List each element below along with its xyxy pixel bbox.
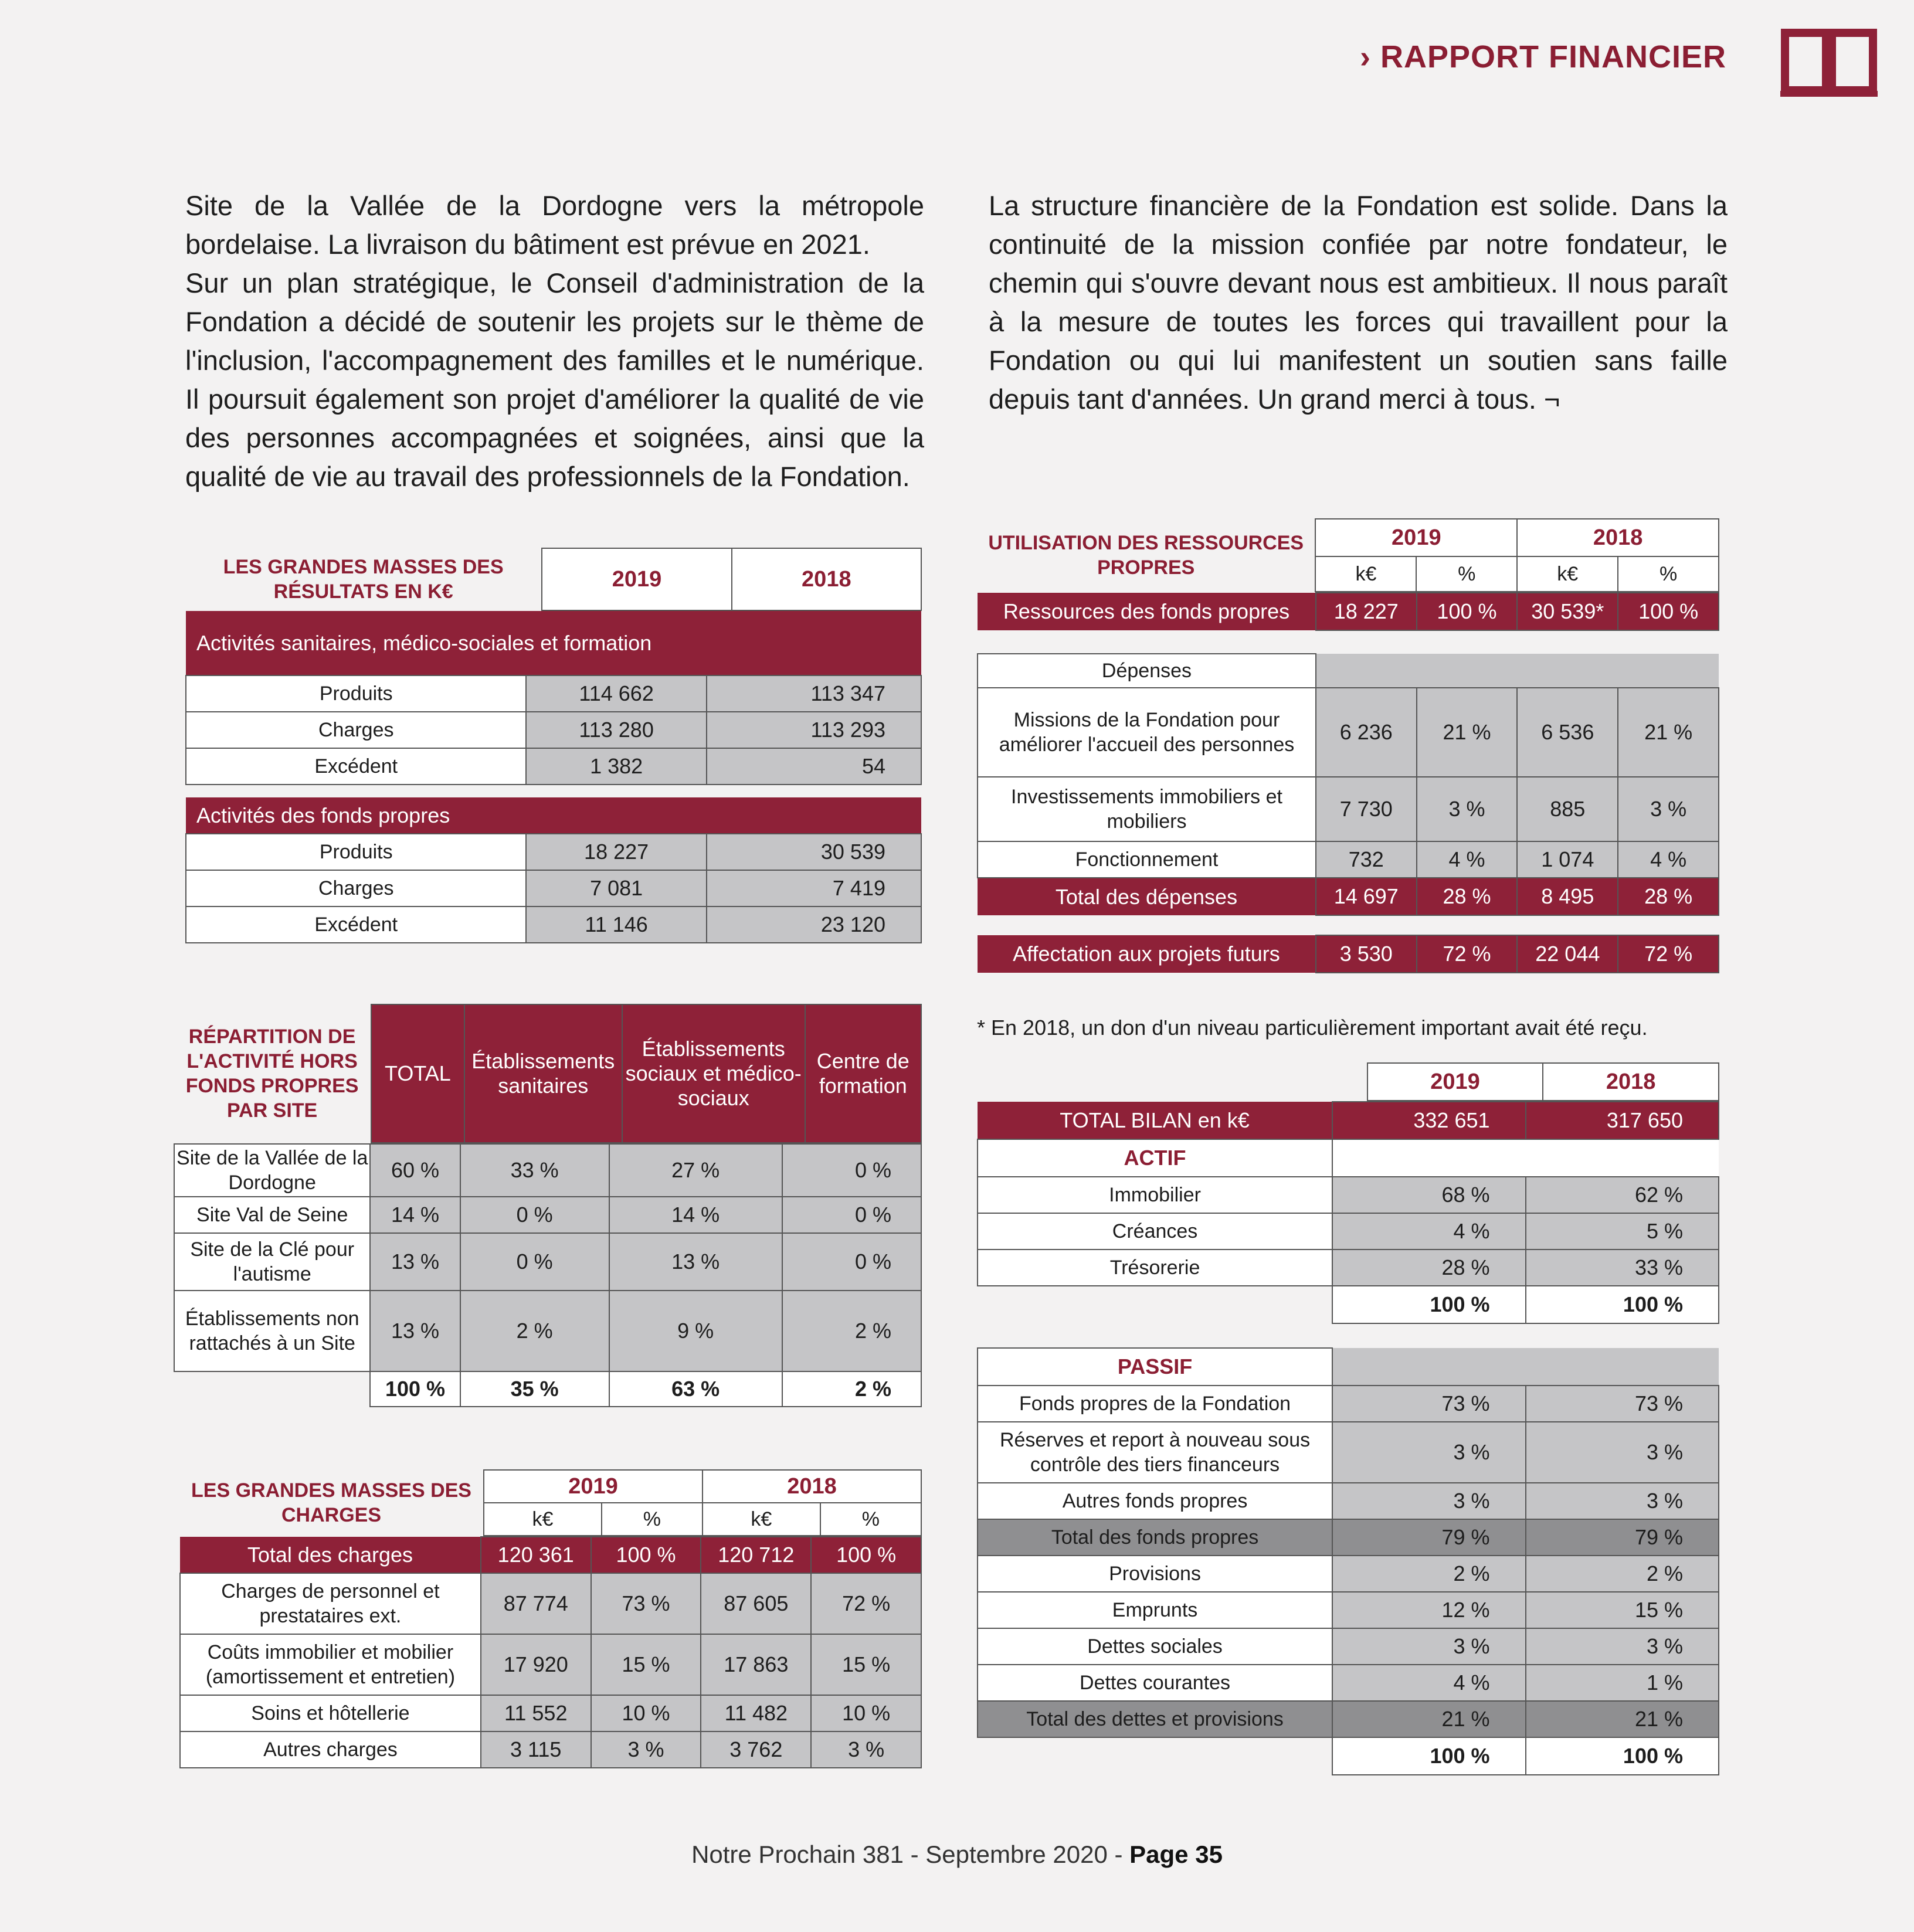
unit-header: %	[1416, 556, 1517, 592]
value-cell: 21 %	[1526, 1701, 1719, 1737]
value-cell: 5 %	[1526, 1213, 1719, 1249]
value-cell: 113 293	[707, 712, 921, 748]
total-label: Total des dépenses	[978, 878, 1316, 915]
table-row	[978, 1102, 1719, 1139]
value-cell: 3 %	[1417, 777, 1518, 841]
value-cell: 23 120	[707, 906, 921, 943]
row-label: Charges	[186, 870, 526, 906]
value-cell: 3 115	[481, 1731, 591, 1768]
right-text-column	[989, 186, 1728, 419]
value-cell: 18 227	[526, 834, 706, 870]
unit-header: k€	[1517, 556, 1618, 592]
book-icon	[1779, 25, 1879, 100]
total-value: 100 %	[811, 1537, 921, 1573]
table-row	[978, 1665, 1719, 1701]
value-cell: 54	[707, 748, 921, 785]
empty-cell	[1417, 654, 1518, 688]
value-cell: 7 730	[1316, 777, 1417, 841]
total-value: 120 361	[481, 1537, 591, 1573]
actif-header: ACTIF	[978, 1139, 1332, 1177]
results-table-body	[185, 611, 922, 943]
charges-table-body	[179, 1536, 922, 1768]
unit-header: k€	[1315, 556, 1416, 592]
value-cell: 6 536	[1517, 688, 1618, 777]
table-row	[978, 1249, 1719, 1286]
value-cell: 14 %	[370, 1197, 460, 1233]
total-cell: 100 %	[370, 1371, 460, 1407]
results-table	[185, 548, 922, 943]
row-label: Soins et hôtellerie	[180, 1695, 481, 1731]
value-cell: 0 %	[460, 1233, 609, 1291]
row-label: Trésorerie	[978, 1249, 1332, 1286]
table-row	[186, 785, 921, 797]
table-row	[978, 593, 1719, 630]
value-cell: 4 %	[1332, 1665, 1525, 1701]
value-cell: 1 074	[1517, 841, 1618, 878]
allocation-value: 3 530	[1316, 935, 1417, 973]
row-label: Site Val de Seine	[174, 1197, 370, 1233]
section-title: › RAPPORT FINANCIER	[1360, 39, 1726, 74]
year-header: 2018	[1517, 519, 1719, 556]
table-row	[174, 1233, 921, 1291]
table-row	[978, 1701, 1719, 1737]
table-row	[978, 1177, 1719, 1213]
empty-cell	[978, 1737, 1332, 1775]
distribution-header: Centre de formation	[805, 1004, 921, 1143]
value-cell: 17 863	[701, 1634, 811, 1695]
empty-cell	[1332, 1348, 1525, 1386]
resources-value: 100 %	[1618, 593, 1719, 630]
value-cell: 3 %	[591, 1731, 701, 1768]
value-cell: 3 %	[1332, 1422, 1525, 1483]
table-row	[978, 915, 1719, 935]
value-cell: 33 %	[460, 1144, 609, 1197]
spacer	[186, 785, 526, 797]
table-row	[978, 1213, 1719, 1249]
total-cell: 63 %	[609, 1371, 782, 1407]
row-label: Produits	[186, 834, 526, 870]
resources-table	[977, 518, 1719, 973]
total-balance-value: 332 651	[1332, 1102, 1525, 1139]
section-header: Activités sanitaires, médico-sociales et formation	[186, 611, 921, 675]
footnote: * En 2018, un don d'un niveau particulièrement important avait été reçu.	[977, 1016, 1648, 1040]
table-row	[174, 1371, 921, 1407]
row-label: Total des dettes et provisions	[978, 1701, 1332, 1737]
value-cell: 4 %	[1618, 841, 1719, 878]
distribution-table	[174, 1004, 922, 1407]
value-cell: 6 236	[1316, 688, 1417, 777]
table-row	[180, 1537, 921, 1573]
value-cell: 15 %	[1526, 1592, 1719, 1628]
row-label: Fonctionnement	[978, 841, 1316, 878]
value-cell: 10 %	[591, 1695, 701, 1731]
value-cell: 732	[1316, 841, 1417, 878]
table-row	[186, 870, 921, 906]
value-cell: 3 %	[811, 1731, 921, 1768]
row-label: Autres fonds propres	[978, 1483, 1332, 1519]
total-cell: 100 %	[1332, 1286, 1525, 1323]
value-cell: 62 %	[1526, 1177, 1719, 1213]
row-label: Emprunts	[978, 1592, 1332, 1628]
table-row	[978, 1628, 1719, 1665]
total-value: 100 %	[591, 1537, 701, 1573]
value-cell: 87 774	[481, 1573, 591, 1634]
resources-value: 30 539*	[1517, 593, 1618, 630]
total-balance-label: TOTAL BILAN en k€	[978, 1102, 1332, 1139]
empty-cell	[1517, 654, 1618, 688]
value-cell: 11 146	[526, 906, 706, 943]
table-row	[978, 630, 1719, 654]
expenses-header: Dépenses	[978, 654, 1316, 688]
value-cell: 21 %	[1332, 1701, 1525, 1737]
table-row	[978, 1348, 1719, 1386]
resources-table-body	[977, 592, 1719, 973]
unit-header: %	[820, 1503, 921, 1536]
unit-header: %	[1618, 556, 1719, 592]
row-label: Dettes courantes	[978, 1665, 1332, 1701]
left-paragraph-1: Site de la Vallée de la Dordogne vers la métropole bordelaise. La livraison du bâtiment est prévue en 2021.	[185, 190, 924, 260]
value-cell: 3 %	[1332, 1628, 1525, 1665]
total-value: 8 495	[1517, 878, 1618, 915]
section-header: Activités des fonds propres	[186, 797, 921, 834]
value-cell: 113 280	[526, 712, 706, 748]
unit-header: %	[602, 1503, 703, 1536]
table-row	[174, 1291, 921, 1371]
total-value: 120 712	[701, 1537, 811, 1573]
empty-cell	[978, 1286, 1332, 1323]
row-label: Site de la Clé pour l'autisme	[174, 1233, 370, 1291]
value-cell: 9 %	[609, 1291, 782, 1371]
year-header: 2019	[1315, 519, 1517, 556]
row-label: Réserves et report à nouveau sous contrôle des tiers financeurs	[978, 1422, 1332, 1483]
value-cell: 3 762	[701, 1731, 811, 1768]
resources-value: 100 %	[1417, 593, 1518, 630]
allocation-value: 72 %	[1417, 935, 1518, 973]
table-row	[978, 1737, 1719, 1775]
value-cell: 72 %	[811, 1573, 921, 1634]
year-header: 2018	[732, 548, 921, 610]
table-row	[174, 1197, 921, 1233]
table-row	[186, 675, 921, 712]
results-table-title: LES GRANDES MASSES DES RÉSULTATS EN K€	[223, 556, 504, 603]
table-row	[180, 1573, 921, 1634]
value-cell: 13 %	[370, 1233, 460, 1291]
row-label: Charges de personnel et prestataires ext.	[180, 1573, 481, 1634]
value-cell: 1 382	[526, 748, 706, 785]
passif-header: PASSIF	[978, 1348, 1332, 1386]
total-cell: 100 %	[1526, 1737, 1719, 1775]
right-paragraph-1: La structure financière de la Fondation est solide. Dans la continuité de la mission confiée par notre fondateur, le chemin qui s'ouvre devant nous est ambitieux. Il nous paraît à la mesure de toutes les forces qui travaillent pour la Fondation ou qui lui manifestent un soutien sans faille depuis tant d'années. Un grand merci à tous. ¬	[989, 190, 1728, 415]
value-cell: 60 %	[370, 1144, 460, 1197]
value-cell: 113 347	[707, 675, 921, 712]
year-header: 2018	[703, 1470, 921, 1503]
table-row	[978, 688, 1719, 777]
row-label: Établissements non rattachés à un Site	[174, 1291, 370, 1371]
value-cell: 73 %	[1332, 1386, 1525, 1422]
value-cell: 30 539	[707, 834, 921, 870]
table-row	[978, 1592, 1719, 1628]
row-label: Provisions	[978, 1556, 1332, 1592]
value-cell: 14 %	[609, 1197, 782, 1233]
value-cell: 885	[1517, 777, 1618, 841]
allocation-label: Affectation aux projets futurs	[978, 935, 1316, 973]
value-cell: 73 %	[1526, 1386, 1719, 1422]
row-label: Excédent	[186, 748, 526, 785]
row-label: Fonds propres de la Fondation	[978, 1386, 1332, 1422]
table-row	[978, 935, 1719, 973]
page-footer	[0, 1841, 1914, 1869]
value-cell: 4 %	[1417, 841, 1518, 878]
total-cell: 100 %	[1526, 1286, 1719, 1323]
distribution-table-title: RÉPARTITION DE L'ACTIVITÉ HORS FONDS PROPRES PAR SITE	[185, 1026, 359, 1122]
value-cell: 33 %	[1526, 1249, 1719, 1286]
row-label: Produits	[186, 675, 526, 712]
table-row	[186, 748, 921, 785]
value-cell: 79 %	[1526, 1519, 1719, 1556]
row-label: Site de la Vallée de la Dordogne	[174, 1144, 370, 1197]
charges-table	[179, 1469, 922, 1768]
table-row	[978, 1422, 1719, 1483]
empty-cell	[174, 1371, 370, 1407]
year-header: 2019	[542, 548, 731, 610]
left-paragraph-2: Sur un plan stratégique, le Conseil d'administration de la Fondation a décidé de soutenir les projets sur le thème de l'inclusion, l'accompagnement des familles et le numérique. Il poursuit également son projet d'améliorer la qualité de vie des personnes accompagnées et soignées, ainsi que la qualité de vie au travail des professionnels de la Fondation.	[185, 267, 924, 492]
value-cell: 7 081	[526, 870, 706, 906]
row-label: Coûts immobilier et mobilier (amortissement et entretien)	[180, 1634, 481, 1695]
table-row	[180, 1695, 921, 1731]
value-cell: 3 %	[1526, 1483, 1719, 1519]
total-cell: 35 %	[460, 1371, 609, 1407]
total-label: Total des charges	[180, 1537, 481, 1573]
row-label: Immobilier	[978, 1177, 1332, 1213]
value-cell: 2 %	[460, 1291, 609, 1371]
value-cell: 0 %	[460, 1197, 609, 1233]
row-label: Total des fonds propres	[978, 1519, 1332, 1556]
balance-table-body	[977, 1101, 1719, 1775]
balance-table	[977, 1062, 1719, 1775]
table-row	[978, 1323, 1719, 1348]
value-cell: 7 419	[707, 870, 921, 906]
empty-cell	[1618, 654, 1719, 688]
distribution-header: Établissements sociaux et médico-sociaux	[622, 1004, 805, 1143]
table-row	[978, 1519, 1719, 1556]
distribution-header: Établissements sanitaires	[464, 1004, 622, 1143]
table-row	[978, 841, 1719, 878]
value-cell: 12 %	[1332, 1592, 1525, 1628]
table-row	[978, 654, 1719, 688]
year-header: 2019	[1367, 1063, 1543, 1101]
resources-value: 18 227	[1316, 593, 1417, 630]
table-row	[180, 1731, 921, 1768]
total-value: 14 697	[1316, 878, 1417, 915]
distribution-table-body	[174, 1143, 922, 1407]
empty-cell	[1526, 1348, 1719, 1386]
total-value: 28 %	[1417, 878, 1518, 915]
value-cell: 3 %	[1526, 1628, 1719, 1665]
table-row	[186, 834, 921, 870]
table-row	[186, 906, 921, 943]
value-cell: 13 %	[370, 1291, 460, 1371]
empty-cell	[1316, 654, 1417, 688]
footer-text: Notre Prochain 381 - Septembre 2020 -	[691, 1841, 1130, 1868]
table-row	[186, 712, 921, 748]
row-label: Excédent	[186, 906, 526, 943]
value-cell: 27 %	[609, 1144, 782, 1197]
table-row	[186, 797, 921, 834]
distribution-header: TOTAL	[371, 1004, 464, 1143]
table-row	[978, 1483, 1719, 1519]
value-cell: 79 %	[1332, 1519, 1525, 1556]
value-cell: 2 %	[1332, 1556, 1525, 1592]
row-label: Dettes sociales	[978, 1628, 1332, 1665]
value-cell: 0 %	[782, 1144, 921, 1197]
value-cell: 0 %	[782, 1233, 921, 1291]
page-number: Page 35	[1129, 1841, 1223, 1868]
unit-header: k€	[703, 1503, 820, 1536]
table-row	[978, 1286, 1719, 1323]
value-cell: 17 920	[481, 1634, 591, 1695]
table-row	[186, 611, 921, 675]
table-row	[180, 1634, 921, 1695]
row-label: Créances	[978, 1213, 1332, 1249]
empty-cell	[1526, 1139, 1719, 1177]
value-cell: 87 605	[701, 1573, 811, 1634]
table-row	[174, 1144, 921, 1197]
table-row	[978, 777, 1719, 841]
value-cell: 4 %	[1332, 1213, 1525, 1249]
value-cell: 13 %	[609, 1233, 782, 1291]
table-row	[978, 1556, 1719, 1592]
resources-label: Ressources des fonds propres	[978, 593, 1316, 630]
value-cell: 3 %	[1526, 1422, 1719, 1483]
value-cell: 68 %	[1332, 1177, 1525, 1213]
value-cell: 2 %	[1526, 1556, 1719, 1592]
value-cell: 28 %	[1332, 1249, 1525, 1286]
allocation-value: 22 044	[1517, 935, 1618, 973]
value-cell: 15 %	[811, 1634, 921, 1695]
row-label: Missions de la Fondation pour améliorer l'accueil des personnes	[978, 688, 1316, 777]
value-cell: 21 %	[1618, 688, 1719, 777]
table-row	[978, 878, 1719, 915]
year-header: 2019	[484, 1470, 703, 1503]
table-row	[978, 1139, 1719, 1177]
year-header: 2018	[1543, 1063, 1719, 1101]
total-balance-value: 317 650	[1526, 1102, 1719, 1139]
value-cell: 73 %	[591, 1573, 701, 1634]
unit-header: k€	[484, 1503, 602, 1536]
row-label: Charges	[186, 712, 526, 748]
value-cell: 1 %	[1526, 1665, 1719, 1701]
allocation-value: 72 %	[1618, 935, 1719, 973]
value-cell: 2 %	[782, 1291, 921, 1371]
empty-cell	[1332, 1139, 1525, 1177]
value-cell: 114 662	[526, 675, 706, 712]
resources-table-title: UTILISATION DES RESSOURCES PROPRES	[988, 532, 1304, 579]
total-value: 28 %	[1618, 878, 1719, 915]
charges-table-title: LES GRANDES MASSES DES CHARGES	[191, 1479, 471, 1526]
value-cell: 21 %	[1417, 688, 1518, 777]
value-cell: 15 %	[591, 1634, 701, 1695]
value-cell: 3 %	[1618, 777, 1719, 841]
value-cell: 3 %	[1332, 1483, 1525, 1519]
total-cell: 2 %	[782, 1371, 921, 1407]
value-cell: 11 482	[701, 1695, 811, 1731]
value-cell: 10 %	[811, 1695, 921, 1731]
value-cell: 0 %	[782, 1197, 921, 1233]
row-label: Investissements immobiliers et mobiliers	[978, 777, 1316, 841]
left-text-column	[185, 186, 924, 496]
value-cell: 11 552	[481, 1695, 591, 1731]
table-row	[978, 1386, 1719, 1422]
total-cell: 100 %	[1332, 1737, 1525, 1775]
row-label: Autres charges	[180, 1731, 481, 1768]
